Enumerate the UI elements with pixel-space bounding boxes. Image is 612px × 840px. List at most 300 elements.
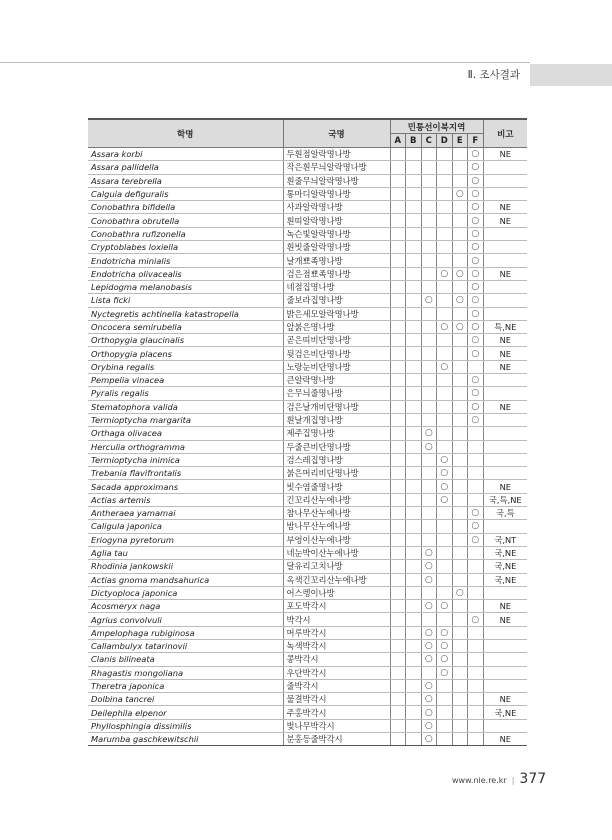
region-b-mark [406,320,422,333]
region-e-mark [452,679,468,692]
region-e-mark [452,719,468,732]
region-c-mark: ○ [421,706,437,719]
region-f-mark [468,733,484,746]
region-a-mark [390,639,406,652]
region-c-mark [421,241,437,254]
region-f-mark: ○ [468,347,484,360]
region-a-mark [390,201,406,214]
header-region-a: A [390,134,406,148]
region-f-mark [468,427,484,440]
table-row [88,267,527,280]
region-f-mark: ○ [468,241,484,254]
region-b-mark [406,653,422,666]
region-c-mark [421,347,437,360]
table-row [88,294,527,307]
table-row [88,467,527,480]
region-d-mark [437,427,453,440]
region-d-mark [437,733,453,746]
scientific-name: Orthopygia placens [88,347,283,360]
header-rule [0,62,530,63]
table-row [88,161,527,174]
region-e-mark [452,148,468,161]
region-a-mark [390,693,406,706]
region-f-mark [468,546,484,559]
note [483,161,527,174]
region-f-mark [468,440,484,453]
scientific-name: Dictyoploca japonica [88,586,283,599]
note [483,639,527,652]
region-d-mark [437,440,453,453]
region-e-mark [452,360,468,373]
region-c-mark [421,374,437,387]
region-c-mark: ○ [421,440,437,453]
region-d-mark [437,706,453,719]
korean-name: 흰줄무늬알락명나방 [283,174,390,187]
region-c-mark [421,214,437,227]
region-b-mark [406,227,422,240]
table-row [88,666,527,679]
scientific-name: Actias gnoma mandsahurica [88,573,283,586]
region-a-mark [390,560,406,573]
table-row [88,334,527,347]
region-e-mark [452,241,468,254]
table-row [88,679,527,692]
region-f-mark: ○ [468,374,484,387]
note [483,254,527,267]
region-a-mark [390,174,406,187]
region-b-mark [406,174,422,187]
region-f-mark: ○ [468,214,484,227]
region-c-mark: ○ [421,693,437,706]
region-e-mark [452,307,468,320]
scientific-name: Acosmeryx naga [88,600,283,613]
scientific-name: Theretra japonica [88,679,283,692]
page-number: 377 [519,771,547,787]
table-row [88,307,527,320]
region-f-mark: ○ [468,227,484,240]
region-e-mark [452,613,468,626]
region-a-mark [390,507,406,520]
korean-name: 콩박각시 [283,653,390,666]
scientific-name: Lepidogma melanobasis [88,280,283,293]
region-b-mark [406,161,422,174]
region-f-mark: ○ [468,520,484,533]
region-f-mark: ○ [468,613,484,626]
region-f-mark: ○ [468,280,484,293]
region-b-mark [406,347,422,360]
note [483,374,527,387]
region-b-mark [406,613,422,626]
note [483,387,527,400]
region-b-mark [406,693,422,706]
note [483,586,527,599]
region-e-mark [452,413,468,426]
region-d-mark: ○ [437,360,453,373]
scientific-name: Stematophora valida [88,400,283,413]
scientific-name: Assara terebrella [88,174,283,187]
region-a-mark [390,573,406,586]
region-c-mark [421,280,437,293]
korean-name: 머루박각시 [283,626,390,639]
region-c-mark [421,360,437,373]
region-e-mark [452,254,468,267]
scientific-name: Rhagastis mongoliana [88,666,283,679]
region-e-mark [452,453,468,466]
note: NE [483,400,527,413]
region-c-mark: ○ [421,294,437,307]
table-row [88,241,527,254]
korean-name: 옥색긴꼬리산누에나방 [283,573,390,586]
region-a-mark [390,706,406,719]
korean-name: 날개뾰족명나방 [283,254,390,267]
region-d-mark [437,546,453,559]
korean-name: 사과알락명나방 [283,201,390,214]
korean-name: 우단박각시 [283,666,390,679]
table-row [88,413,527,426]
korean-name: 벚나무박각시 [283,719,390,732]
scientific-name: Pyralis regalis [88,387,283,400]
scientific-name: Assara pallidella [88,161,283,174]
region-a-mark [390,520,406,533]
region-c-mark [421,161,437,174]
table-row [88,493,527,506]
note [483,719,527,732]
note [483,427,527,440]
region-f-mark: ○ [468,413,484,426]
region-d-mark [437,586,453,599]
korean-name: 은무늬줄명나방 [283,387,390,400]
region-e-mark [452,161,468,174]
region-f-mark: ○ [468,533,484,546]
korean-name: 박각시 [283,613,390,626]
region-c-mark: ○ [421,733,437,746]
korean-name: 앞붉은명나방 [283,320,390,333]
region-c-mark: ○ [421,573,437,586]
region-e-mark [452,347,468,360]
region-f-mark [468,679,484,692]
scientific-name: Pempelia vinacea [88,374,283,387]
note: 국,NE [483,706,527,719]
korean-name: 두흰점알락명나방 [283,148,390,161]
scientific-name: Antheraea yamamai [88,507,283,520]
region-e-mark: ○ [452,267,468,280]
region-c-mark: ○ [421,639,437,652]
region-d-mark: ○ [437,267,453,280]
table-row [88,733,527,746]
region-b-mark [406,507,422,520]
region-a-mark [390,320,406,333]
region-d-mark [437,347,453,360]
table-row [88,360,527,373]
region-c-mark [421,453,437,466]
korean-name: 네눈박이산누에나방 [283,546,390,559]
table-row [88,174,527,187]
region-e-mark: ○ [452,320,468,333]
region-e-mark [452,374,468,387]
region-b-mark [406,413,422,426]
region-a-mark [390,719,406,732]
scientific-name: Termioptycha inimica [88,453,283,466]
header-region-c: C [421,134,437,148]
region-b-mark [406,241,422,254]
scientific-name: Conobathra rufizonella [88,227,283,240]
header-region: 민통선이북지역 [390,119,483,134]
scientific-name: Phyllosphingia dissimilis [88,719,283,732]
note [483,666,527,679]
region-d-mark [437,533,453,546]
region-f-mark [468,666,484,679]
region-d-mark: ○ [437,467,453,480]
region-d-mark [437,227,453,240]
note [483,187,527,200]
korean-name: 녹색박각시 [283,639,390,652]
region-b-mark [406,639,422,652]
note [483,174,527,187]
footer-separator: | [511,776,515,785]
table-row [88,626,527,639]
region-b-mark [406,733,422,746]
scientific-name: Caligula japonica [88,520,283,533]
region-c-mark: ○ [421,679,437,692]
region-a-mark [390,653,406,666]
region-f-mark: ○ [468,267,484,280]
region-e-mark [452,400,468,413]
region-d-mark [437,693,453,706]
note [483,453,527,466]
region-c-mark: ○ [421,719,437,732]
region-e-mark [452,520,468,533]
scientific-name: Clanis bilineata [88,653,283,666]
note [483,653,527,666]
region-c-mark [421,507,437,520]
region-f-mark: ○ [468,400,484,413]
header-region-e: E [452,134,468,148]
region-a-mark [390,413,406,426]
note [483,520,527,533]
region-c-mark: ○ [421,427,437,440]
region-d-mark: ○ [437,666,453,679]
region-b-mark [406,546,422,559]
region-c-mark [421,227,437,240]
region-e-mark [452,666,468,679]
region-f-mark [468,467,484,480]
scientific-name: Dolbina tancrei [88,693,283,706]
region-f-mark [468,653,484,666]
region-c-mark [421,148,437,161]
korean-name: 큰알락명나방 [283,374,390,387]
scientific-name: Rhodinia jankowskii [88,560,283,573]
region-f-mark: ○ [468,307,484,320]
scientific-name: Endotricha olivacealis [88,267,283,280]
korean-name: 네점집명나방 [283,280,390,293]
region-b-mark [406,679,422,692]
note: NE [483,480,527,493]
table-row [88,653,527,666]
region-f-mark [468,706,484,719]
note: NE [483,148,527,161]
scientific-name: Nyctegretis achtinella katastropella [88,307,283,320]
scientific-name: Herculia orthogramma [88,440,283,453]
scientific-name: Oncocera semirubella [88,320,283,333]
note [483,294,527,307]
korean-name: 작은흰무늬알락명나방 [283,161,390,174]
region-b-mark [406,706,422,719]
scientific-name: Calguia defiguralis [88,187,283,200]
region-d-mark [437,294,453,307]
region-e-mark [452,653,468,666]
korean-name: 물결박각시 [283,693,390,706]
note: 국,NE [483,560,527,573]
note: 국,특 [483,507,527,520]
korean-name: 달유리고치나방 [283,560,390,573]
region-d-mark [437,413,453,426]
note: 특,NE [483,320,527,333]
region-e-mark [452,507,468,520]
region-f-mark: ○ [468,294,484,307]
region-a-mark [390,400,406,413]
region-a-mark [390,161,406,174]
region-c-mark [421,413,437,426]
region-a-mark [390,267,406,280]
region-b-mark [406,600,422,613]
scientific-name: Aglia tau [88,546,283,559]
region-f-mark [468,480,484,493]
region-b-mark [406,533,422,546]
region-f-mark [468,360,484,373]
table-row [88,560,527,573]
table-row [88,453,527,466]
region-b-mark [406,626,422,639]
region-a-mark [390,679,406,692]
header-region-b: B [406,134,422,148]
region-b-mark [406,254,422,267]
region-c-mark [421,520,437,533]
region-d-mark: ○ [437,600,453,613]
region-c-mark [421,400,437,413]
region-e-mark [452,733,468,746]
region-c-mark [421,467,437,480]
region-c-mark [421,187,437,200]
region-b-mark [406,560,422,573]
region-a-mark [390,586,406,599]
note: NE [483,347,527,360]
region-f-mark [468,493,484,506]
note [483,626,527,639]
korean-name: 흰띠알락명나방 [283,214,390,227]
note: NE [483,360,527,373]
table-row [88,280,527,293]
region-a-mark [390,453,406,466]
korean-name: 긴꼬리산누에나방 [283,493,390,506]
region-d-mark: ○ [437,480,453,493]
region-f-mark [468,639,484,652]
region-e-mark [452,467,468,480]
region-a-mark [390,493,406,506]
region-d-mark: ○ [437,626,453,639]
region-b-mark [406,586,422,599]
scientific-name: Assara korbi [88,148,283,161]
note [483,413,527,426]
region-e-mark [452,693,468,706]
region-c-mark: ○ [421,653,437,666]
table-row [88,254,527,267]
region-d-mark [437,254,453,267]
table-row [88,706,527,719]
region-c-mark [421,254,437,267]
region-c-mark: ○ [421,600,437,613]
scientific-name: Conobathra obrutella [88,214,283,227]
region-a-mark [390,360,406,373]
region-b-mark [406,201,422,214]
region-c-mark [421,586,437,599]
region-f-mark: ○ [468,254,484,267]
region-b-mark [406,280,422,293]
region-a-mark [390,733,406,746]
region-d-mark: ○ [437,320,453,333]
region-e-mark: ○ [452,586,468,599]
region-c-mark [421,307,437,320]
region-e-mark [452,546,468,559]
region-c-mark: ○ [421,626,437,639]
region-a-mark [390,334,406,347]
korean-name: 참나무산누에나방 [283,507,390,520]
table-row [88,639,527,652]
region-d-mark [437,307,453,320]
region-c-mark [421,201,437,214]
korean-name: 흰날개집명나방 [283,413,390,426]
region-c-mark [421,493,437,506]
table-row [88,507,527,520]
region-b-mark [406,400,422,413]
table-row [88,693,527,706]
region-f-mark: ○ [468,161,484,174]
korean-name: 부엉이산누에나방 [283,533,390,546]
region-f-mark: ○ [468,334,484,347]
region-b-mark [406,440,422,453]
region-b-mark [406,214,422,227]
region-f-mark [468,626,484,639]
region-a-mark [390,467,406,480]
region-f-mark: ○ [468,201,484,214]
region-d-mark [437,187,453,200]
table-row [88,480,527,493]
region-c-mark [421,174,437,187]
table-row [88,201,527,214]
korean-name: 통마디알락명나방 [283,187,390,200]
region-f-mark [468,600,484,613]
region-d-mark [437,387,453,400]
region-e-mark [452,214,468,227]
korean-name: 제주집명나방 [283,427,390,440]
korean-name: 빗수염줄명나방 [283,480,390,493]
region-a-mark [390,307,406,320]
region-c-mark [421,267,437,280]
region-e-mark [452,174,468,187]
scientific-name: Ampelophaga rubiginosa [88,626,283,639]
region-a-mark [390,613,406,626]
region-b-mark [406,307,422,320]
region-a-mark [390,227,406,240]
region-d-mark: ○ [437,453,453,466]
region-f-mark: ○ [468,320,484,333]
note: 국,NE [483,573,527,586]
table-row [88,546,527,559]
region-f-mark [468,453,484,466]
korean-name: 검은날개비단명나방 [283,400,390,413]
note: NE [483,214,527,227]
region-d-mark [437,280,453,293]
korean-name: 포도박각시 [283,600,390,613]
